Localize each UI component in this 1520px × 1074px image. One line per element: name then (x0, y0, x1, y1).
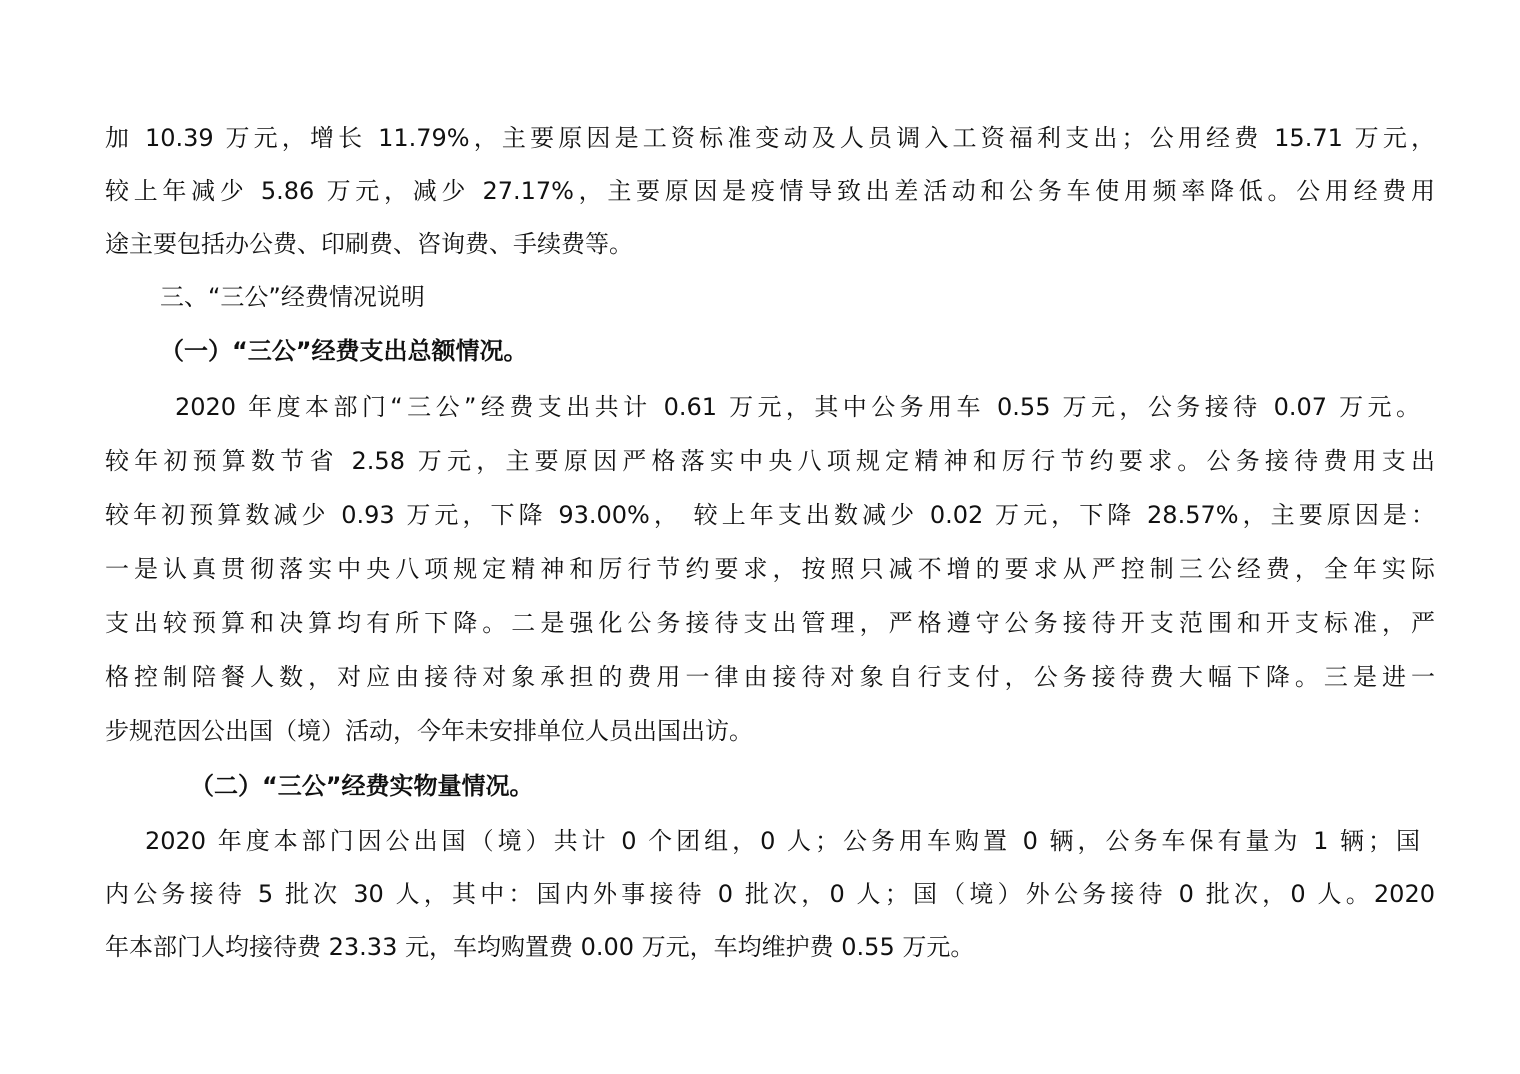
paragraph-line: 一是认真贯彻落实中央八项规定精神和厉行节约要求，按照只减不增的要求从严控制三公经费，全年实际 (105, 555, 1435, 583)
paragraph-line: 格控制陪餐人数，对应由接待对象承担的费用一律由接待对象自行支付，公务接待费大幅下降。三是进一 (105, 663, 1435, 691)
paragraph-line: 途主要包括办公费、印刷费、咨询费、手续费等。 (105, 230, 633, 258)
paragraph-line: 较上年减少 5.86 万元，减少 27.17%，主要原因是疫情导致出差活动和公务车使用频率降低。公用经费用 (105, 177, 1435, 205)
paragraph-line: 加 10.39 万元，增长 11.79%，主要原因是工资标准变动及人员调入工资福利支出；公用经费 15.71 万元， (105, 124, 1435, 152)
paragraph-line: 2020 年度本部门因公出国（境）共计 0 个团组，0 人；公务用车购置 0 辆，公务车保有量为 1 辆；国 (145, 827, 1420, 855)
subsection-heading-2: （二）“三公”经费实物量情况。 (190, 772, 534, 800)
paragraph-line: 较年初预算数减少 0.93 万元，下降 93.00%， 较上年支出数减少 0.02 万元，下降 28.57%，主要原因是： (105, 501, 1435, 529)
section-heading: 三、“三公”经费情况说明 (160, 283, 425, 311)
subsection-heading-1: （一）“三公”经费支出总额情况。 (160, 337, 528, 365)
paragraph-line: 较年初预算数节省 2.58 万元，主要原因严格落实中央八项规定精神和厉行节约要求。公务接待费用支出 (105, 447, 1435, 475)
paragraph-line: 步规范因公出国（境）活动，今年未安排单位人员出国出访。 (105, 717, 753, 745)
paragraph-line: 年本部门人均接待费 23.33 元，车均购置费 0.00 万元，车均维护费 0.55 万元。 (105, 933, 975, 961)
paragraph-line: 支出较预算和决算均有所下降。二是强化公务接待支出管理，严格遵守公务接待开支范围和开支标准，严 (105, 609, 1435, 637)
paragraph-line: 内公务接待 5 批次 30 人，其中：国内外事接待 0 批次，0 人；国（境）外公务接待 0 批次，0 人。2020 (105, 880, 1435, 908)
paragraph-line: 2020 年度本部门“三公”经费支出共计 0.61 万元，其中公务用车 0.55 万元，公务接待 0.07 万元。 (175, 393, 1420, 421)
